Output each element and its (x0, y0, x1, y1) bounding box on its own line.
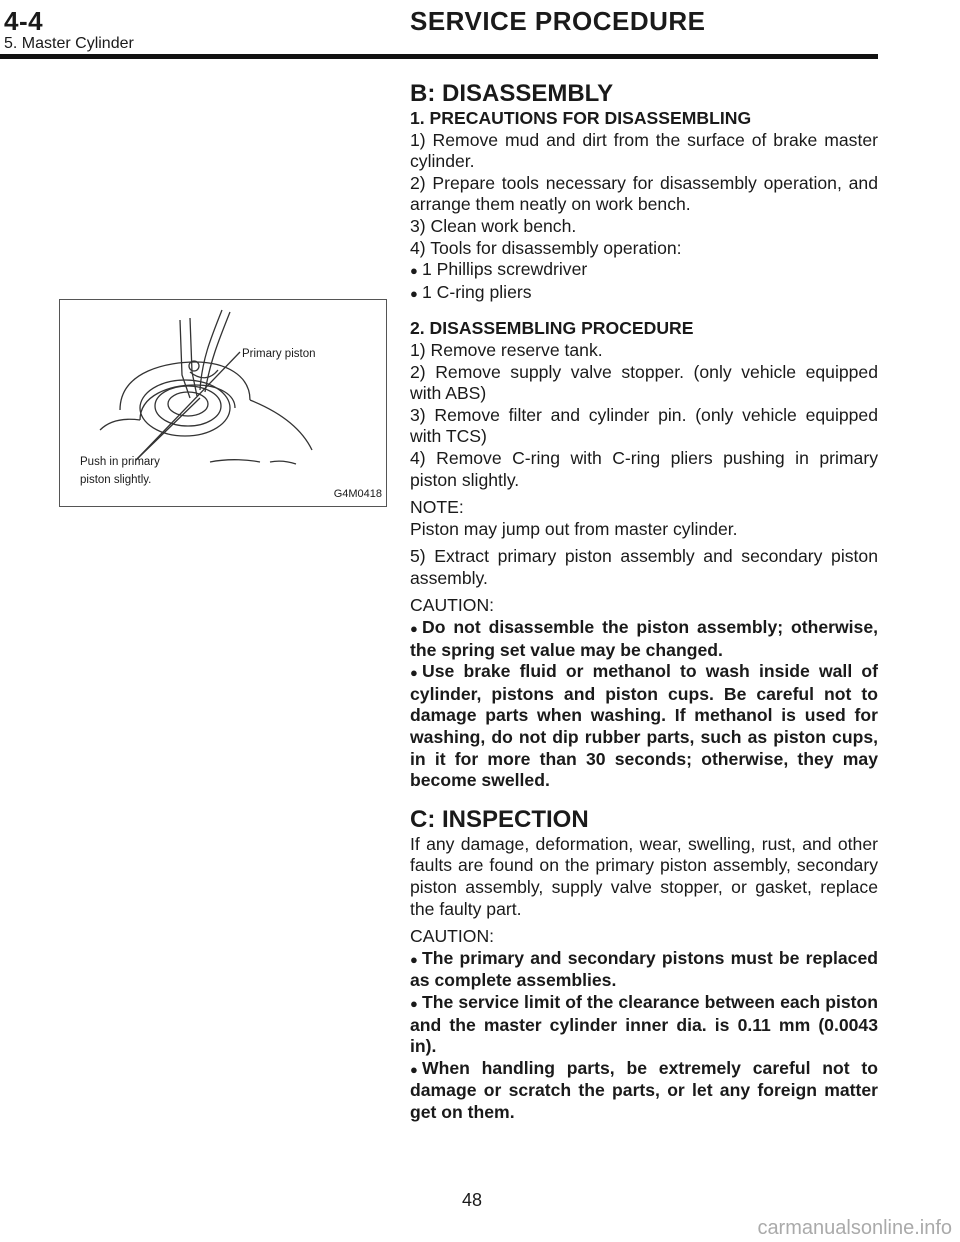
bullet-icon: ● (410, 621, 418, 637)
bullet-icon: ● (410, 263, 418, 279)
bullet-icon: ● (410, 665, 418, 681)
step-text: 3) Clean work bench. (410, 215, 577, 236)
label-push-line1: Push in primary (80, 456, 160, 468)
heading-precautions: 1. PRECAUTIONS FOR DISASSEMBLING (410, 108, 752, 128)
caution-label: CAUTION: (410, 926, 495, 947)
step-text: 3) Remove filter and cylinder pin. (only vehicle equipped with TCS) (410, 404, 878, 447)
caution-label: CAUTION: (410, 595, 495, 616)
header-rule (0, 54, 878, 59)
note-label: NOTE: (410, 497, 464, 518)
step-text: 2) Remove supply valve stopper. (only vehicle equipped with ABS) (410, 361, 878, 404)
list-item: ● 1 C-ring pliers (410, 282, 878, 305)
list-item: ● 1 Phillips screwdriver (410, 259, 878, 282)
bullet-icon: ● (410, 1061, 418, 1077)
page-number: 48 (462, 1190, 483, 1210)
label-primary-piston: Primary piston (242, 348, 316, 360)
step-text: 5) Extract primary piston assembly and secondary piston assembly. (410, 546, 878, 588)
heading-procedure: 2. DISASSEMBLING PROCEDURE (410, 318, 694, 339)
bullet-icon: ● (410, 995, 418, 1011)
step-text: 1) Remove reserve tank. (410, 339, 603, 360)
section-subtitle: 5. Master Cylinder (4, 35, 134, 52)
caution-item: ● The service limit of the clearance between each piston and the master cylinder inner dia. is 0.11 mm (0.0043 in). (410, 991, 878, 1057)
section-number: 4-4 (4, 6, 44, 36)
page-title: SERVICE PROCEDURE (410, 6, 706, 36)
bullet-icon: ● (410, 951, 418, 967)
inspection-body: If any damage, deformation, wear, swelling, rust, and other faults are found on the primary piston assembly, secondary piston assembly, supply valve stopper, or gasket, replace the faulty part. (410, 833, 878, 919)
step-text: 1) Remove mud and dirt from the surface of brake master cylinder. (410, 129, 878, 172)
step-text: 4) Remove C-ring with C-ring pliers pushing in primary piston slightly. (410, 447, 878, 490)
heading-inspection: C: INSPECTION (410, 805, 589, 833)
label-push-line2: piston slightly. (80, 474, 152, 486)
step-text: 4) Tools for disassembly operation: (410, 237, 682, 258)
caution-item: ● Do not disassemble the piston assembly; otherwise, the spring set value may be changed. (410, 617, 878, 660)
caution-item: ● When handling parts, be extremely careful not to damage or scratch the parts, or let any foreign matter get on them. (410, 1057, 878, 1122)
figure-code: G4M0418 (333, 488, 382, 500)
bullet-icon: ● (410, 285, 418, 301)
caution-item: ● Use brake fluid or methanol to wash inside wall of cylinder, pistons and piston cups. Be careful not to damage parts when washing. If methanol is used for washing, do not dip rubber parts, such as piston cups, in it for more than 30 seconds; otherwise, they may become swelled. (410, 661, 878, 791)
caution-item: ● The primary and secondary pistons must be replaced as complete assemblies. (410, 947, 878, 991)
watermark: carmanualsonline.info (757, 1217, 952, 1239)
main-column (410, 80, 878, 1124)
figure-primary-piston (59, 299, 387, 507)
note-text: Piston may jump out from master cylinder. (410, 518, 738, 539)
step-text: 2) Prepare tools necessary for disassembly operation, and arrange them neatly on work bench. (410, 172, 878, 215)
heading-disassembly: B: DISASSEMBLY (410, 80, 614, 107)
